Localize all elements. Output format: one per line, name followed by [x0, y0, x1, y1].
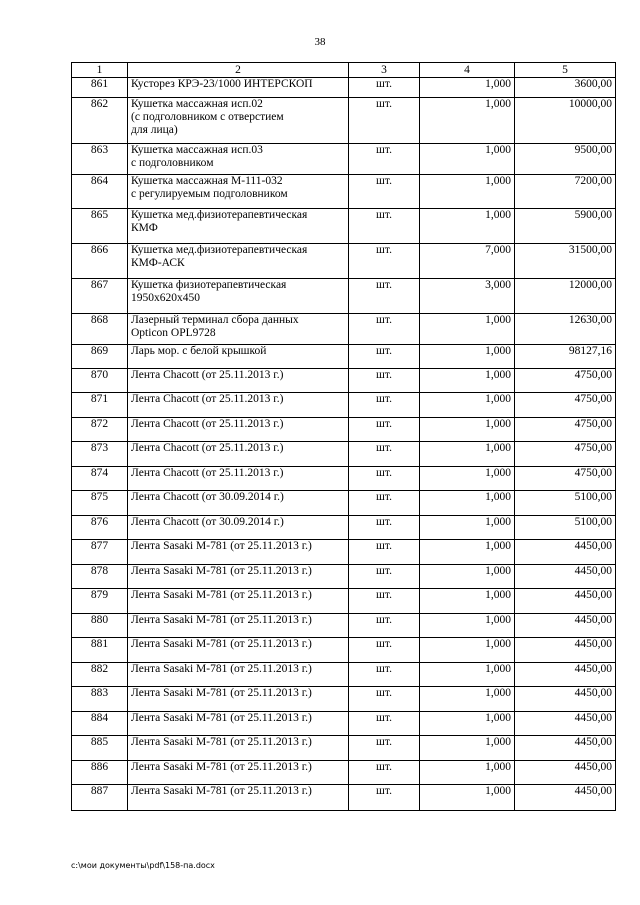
item-name-cell: Лента Sasaki М-781 (от 25.11.2013 г.)	[128, 663, 349, 687]
price-cell: 5100,00	[515, 516, 616, 540]
price-cell: 4750,00	[515, 418, 616, 442]
quantity-cell: 1,000	[420, 589, 515, 614]
table-row	[72, 393, 616, 418]
quantity-cell: 1,000	[420, 614, 515, 638]
quantity-cell: 1,000	[420, 540, 515, 565]
table-row	[72, 175, 616, 209]
table-row	[72, 345, 616, 369]
column-header-1: 1	[72, 63, 128, 78]
quantity-cell: 3,000	[420, 279, 515, 314]
table-row	[72, 540, 616, 565]
quantity-cell: 1,000	[420, 687, 515, 712]
price-cell: 4450,00	[515, 540, 616, 565]
row-number-cell: 867	[72, 279, 128, 314]
column-header-5: 5	[515, 63, 616, 78]
unit-cell: шт.	[349, 279, 420, 314]
item-name-cell: Лента Chacott (от 30.09.2014 г.)	[128, 491, 349, 516]
row-number-cell: 873	[72, 442, 128, 467]
quantity-cell: 1,000	[420, 785, 515, 811]
quantity-cell: 1,000	[420, 175, 515, 209]
unit-cell: шт.	[349, 540, 420, 565]
row-number-cell: 885	[72, 736, 128, 761]
item-name-cell: Лента Sasaki М-781 (от 25.11.2013 г.)	[128, 687, 349, 712]
price-cell: 5100,00	[515, 491, 616, 516]
table-row	[72, 314, 616, 345]
quantity-cell: 1,000	[420, 442, 515, 467]
unit-cell: шт.	[349, 687, 420, 712]
row-number-cell: 884	[72, 712, 128, 736]
unit-cell: шт.	[349, 345, 420, 369]
unit-cell: шт.	[349, 614, 420, 638]
unit-cell: шт.	[349, 393, 420, 418]
table-row	[72, 144, 616, 175]
price-cell: 4750,00	[515, 467, 616, 491]
quantity-cell: 1,000	[420, 209, 515, 244]
quantity-cell: 1,000	[420, 393, 515, 418]
table-row	[72, 589, 616, 614]
unit-cell: шт.	[349, 175, 420, 209]
quantity-cell: 1,000	[420, 736, 515, 761]
row-number-cell: 868	[72, 314, 128, 345]
item-name-cell: Лента Chacott (от 30.09.2014 г.)	[128, 516, 349, 540]
unit-cell: шт.	[349, 78, 420, 98]
unit-cell: шт.	[349, 712, 420, 736]
unit-cell: шт.	[349, 638, 420, 663]
price-cell: 3600,00	[515, 78, 616, 98]
row-number-cell: 861	[72, 78, 128, 98]
table-row	[72, 467, 616, 491]
row-number-cell: 866	[72, 244, 128, 279]
item-name-cell: Кушетка мед.физиотерапевтическая КМФ	[128, 209, 349, 244]
price-cell: 4750,00	[515, 393, 616, 418]
item-name-cell: Лента Sasaki М-781 (от 25.11.2013 г.)	[128, 736, 349, 761]
item-name-cell: Лента Sasaki М-781 (от 25.11.2013 г.)	[128, 589, 349, 614]
row-number-cell: 879	[72, 589, 128, 614]
item-name-cell: Лента Chacott (от 25.11.2013 г.)	[128, 442, 349, 467]
price-cell: 4450,00	[515, 687, 616, 712]
price-cell: 4450,00	[515, 663, 616, 687]
item-name-cell: Лента Sasaki М-781 (от 25.11.2013 г.)	[128, 565, 349, 589]
column-header-3: 3	[349, 63, 420, 78]
item-name-cell: Лента Sasaki М-781 (от 25.11.2013 г.)	[128, 712, 349, 736]
row-number-cell: 870	[72, 369, 128, 393]
table-row	[72, 687, 616, 712]
unit-cell: шт.	[349, 565, 420, 589]
row-number-cell: 876	[72, 516, 128, 540]
table-row	[72, 565, 616, 589]
table-body	[72, 78, 616, 811]
unit-cell: шт.	[349, 785, 420, 811]
item-name-cell: Лента Sasaki М-781 (от 25.11.2013 г.)	[128, 540, 349, 565]
quantity-cell: 7,000	[420, 244, 515, 279]
unit-cell: шт.	[349, 663, 420, 687]
row-number-cell: 863	[72, 144, 128, 175]
item-name-cell: Лазерный терминал сбора данных Opticon OPL9728	[128, 314, 349, 345]
price-cell: 4450,00	[515, 638, 616, 663]
table-row	[72, 614, 616, 638]
item-name-cell: Лента Sasaki М-781 (от 25.11.2013 г.)	[128, 761, 349, 785]
table-row	[72, 442, 616, 467]
table-row	[72, 244, 616, 279]
row-number-cell: 874	[72, 467, 128, 491]
unit-cell: шт.	[349, 418, 420, 442]
price-cell: 12630,00	[515, 314, 616, 345]
price-cell: 31500,00	[515, 244, 616, 279]
price-cell: 4450,00	[515, 761, 616, 785]
quantity-cell: 1,000	[420, 491, 515, 516]
unit-cell: шт.	[349, 369, 420, 393]
unit-cell: шт.	[349, 736, 420, 761]
table-row	[72, 418, 616, 442]
row-number-cell: 886	[72, 761, 128, 785]
row-number-cell: 882	[72, 663, 128, 687]
row-number-cell: 887	[72, 785, 128, 811]
price-cell: 4450,00	[515, 736, 616, 761]
row-number-cell: 871	[72, 393, 128, 418]
unit-cell: шт.	[349, 491, 420, 516]
item-name-cell: Кушетка массажная М-111-032 с регулируемым подголовником	[128, 175, 349, 209]
table-row	[72, 78, 616, 98]
item-name-cell: Кусторез КРЭ-23/1000 ИНТЕРСКОП	[128, 78, 349, 98]
quantity-cell: 1,000	[420, 638, 515, 663]
row-number-cell: 875	[72, 491, 128, 516]
quantity-cell: 1,000	[420, 565, 515, 589]
item-name-cell: Лента Sasaki М-781 (от 25.11.2013 г.)	[128, 614, 349, 638]
unit-cell: шт.	[349, 244, 420, 279]
table-row	[72, 761, 616, 785]
unit-cell: шт.	[349, 761, 420, 785]
quantity-cell: 1,000	[420, 761, 515, 785]
item-name-cell: Кушетка физиотерапевтическая 1950х620х450	[128, 279, 349, 314]
row-number-cell: 862	[72, 98, 128, 144]
quantity-cell: 1,000	[420, 712, 515, 736]
table-row	[72, 736, 616, 761]
item-name-cell: Лента Sasaki М-781 (от 25.11.2013 г.)	[128, 785, 349, 811]
item-name-cell: Лента Chacott (от 25.11.2013 г.)	[128, 369, 349, 393]
item-name-cell: Кушетка массажная исп.02 (с подголовником с отверстием для лица)	[128, 98, 349, 144]
unit-cell: шт.	[349, 589, 420, 614]
unit-cell: шт.	[349, 209, 420, 244]
item-name-cell: Лента Chacott (от 25.11.2013 г.)	[128, 393, 349, 418]
table-row	[72, 638, 616, 663]
quantity-cell: 1,000	[420, 78, 515, 98]
quantity-cell: 1,000	[420, 418, 515, 442]
price-cell: 10000,00	[515, 98, 616, 144]
header-row	[72, 63, 616, 78]
row-number-cell: 880	[72, 614, 128, 638]
item-name-cell: Лента Chacott (от 25.11.2013 г.)	[128, 467, 349, 491]
table-row	[72, 712, 616, 736]
item-name-cell: Кушетка массажная исп.03 с подголовником	[128, 144, 349, 175]
unit-cell: шт.	[349, 467, 420, 491]
row-number-cell: 877	[72, 540, 128, 565]
table-row	[72, 279, 616, 314]
unit-cell: шт.	[349, 442, 420, 467]
table-row	[72, 209, 616, 244]
inventory-table	[71, 62, 616, 811]
price-cell: 5900,00	[515, 209, 616, 244]
quantity-cell: 1,000	[420, 98, 515, 144]
row-number-cell: 883	[72, 687, 128, 712]
item-name-cell: Ларь мор. с белой крышкой	[128, 345, 349, 369]
price-cell: 12000,00	[515, 279, 616, 314]
quantity-cell: 1,000	[420, 144, 515, 175]
unit-cell: шт.	[349, 144, 420, 175]
row-number-cell: 865	[72, 209, 128, 244]
row-number-cell: 864	[72, 175, 128, 209]
row-number-cell: 869	[72, 345, 128, 369]
item-name-cell: Лента Chacott (от 25.11.2013 г.)	[128, 418, 349, 442]
table-row	[72, 491, 616, 516]
price-cell: 4450,00	[515, 614, 616, 638]
row-number-cell: 872	[72, 418, 128, 442]
row-number-cell: 878	[72, 565, 128, 589]
table-row	[72, 98, 616, 144]
price-cell: 4450,00	[515, 785, 616, 811]
unit-cell: шт.	[349, 516, 420, 540]
price-cell: 4450,00	[515, 565, 616, 589]
row-number-cell: 881	[72, 638, 128, 663]
unit-cell: шт.	[349, 314, 420, 345]
table-row	[72, 785, 616, 811]
quantity-cell: 1,000	[420, 369, 515, 393]
item-name-cell: Кушетка мед.физиотерапевтическая КМФ-АСК	[128, 244, 349, 279]
price-cell: 4450,00	[515, 712, 616, 736]
quantity-cell: 1,000	[420, 345, 515, 369]
column-header-4: 4	[420, 63, 515, 78]
page-number: 38	[314, 36, 326, 48]
table-row	[72, 663, 616, 687]
price-cell: 4450,00	[515, 589, 616, 614]
file-path-footer: c:\мои документы\pdf\158-па.docx	[71, 861, 215, 870]
quantity-cell: 1,000	[420, 516, 515, 540]
unit-cell: шт.	[349, 98, 420, 144]
price-cell: 98127,16	[515, 345, 616, 369]
quantity-cell: 1,000	[420, 314, 515, 345]
price-cell: 7200,00	[515, 175, 616, 209]
item-name-cell: Лента Sasaki М-781 (от 25.11.2013 г.)	[128, 638, 349, 663]
price-cell: 4750,00	[515, 442, 616, 467]
table-row	[72, 516, 616, 540]
price-cell: 4750,00	[515, 369, 616, 393]
column-header-2: 2	[128, 63, 349, 78]
quantity-cell: 1,000	[420, 467, 515, 491]
table-row	[72, 369, 616, 393]
price-cell: 9500,00	[515, 144, 616, 175]
quantity-cell: 1,000	[420, 663, 515, 687]
